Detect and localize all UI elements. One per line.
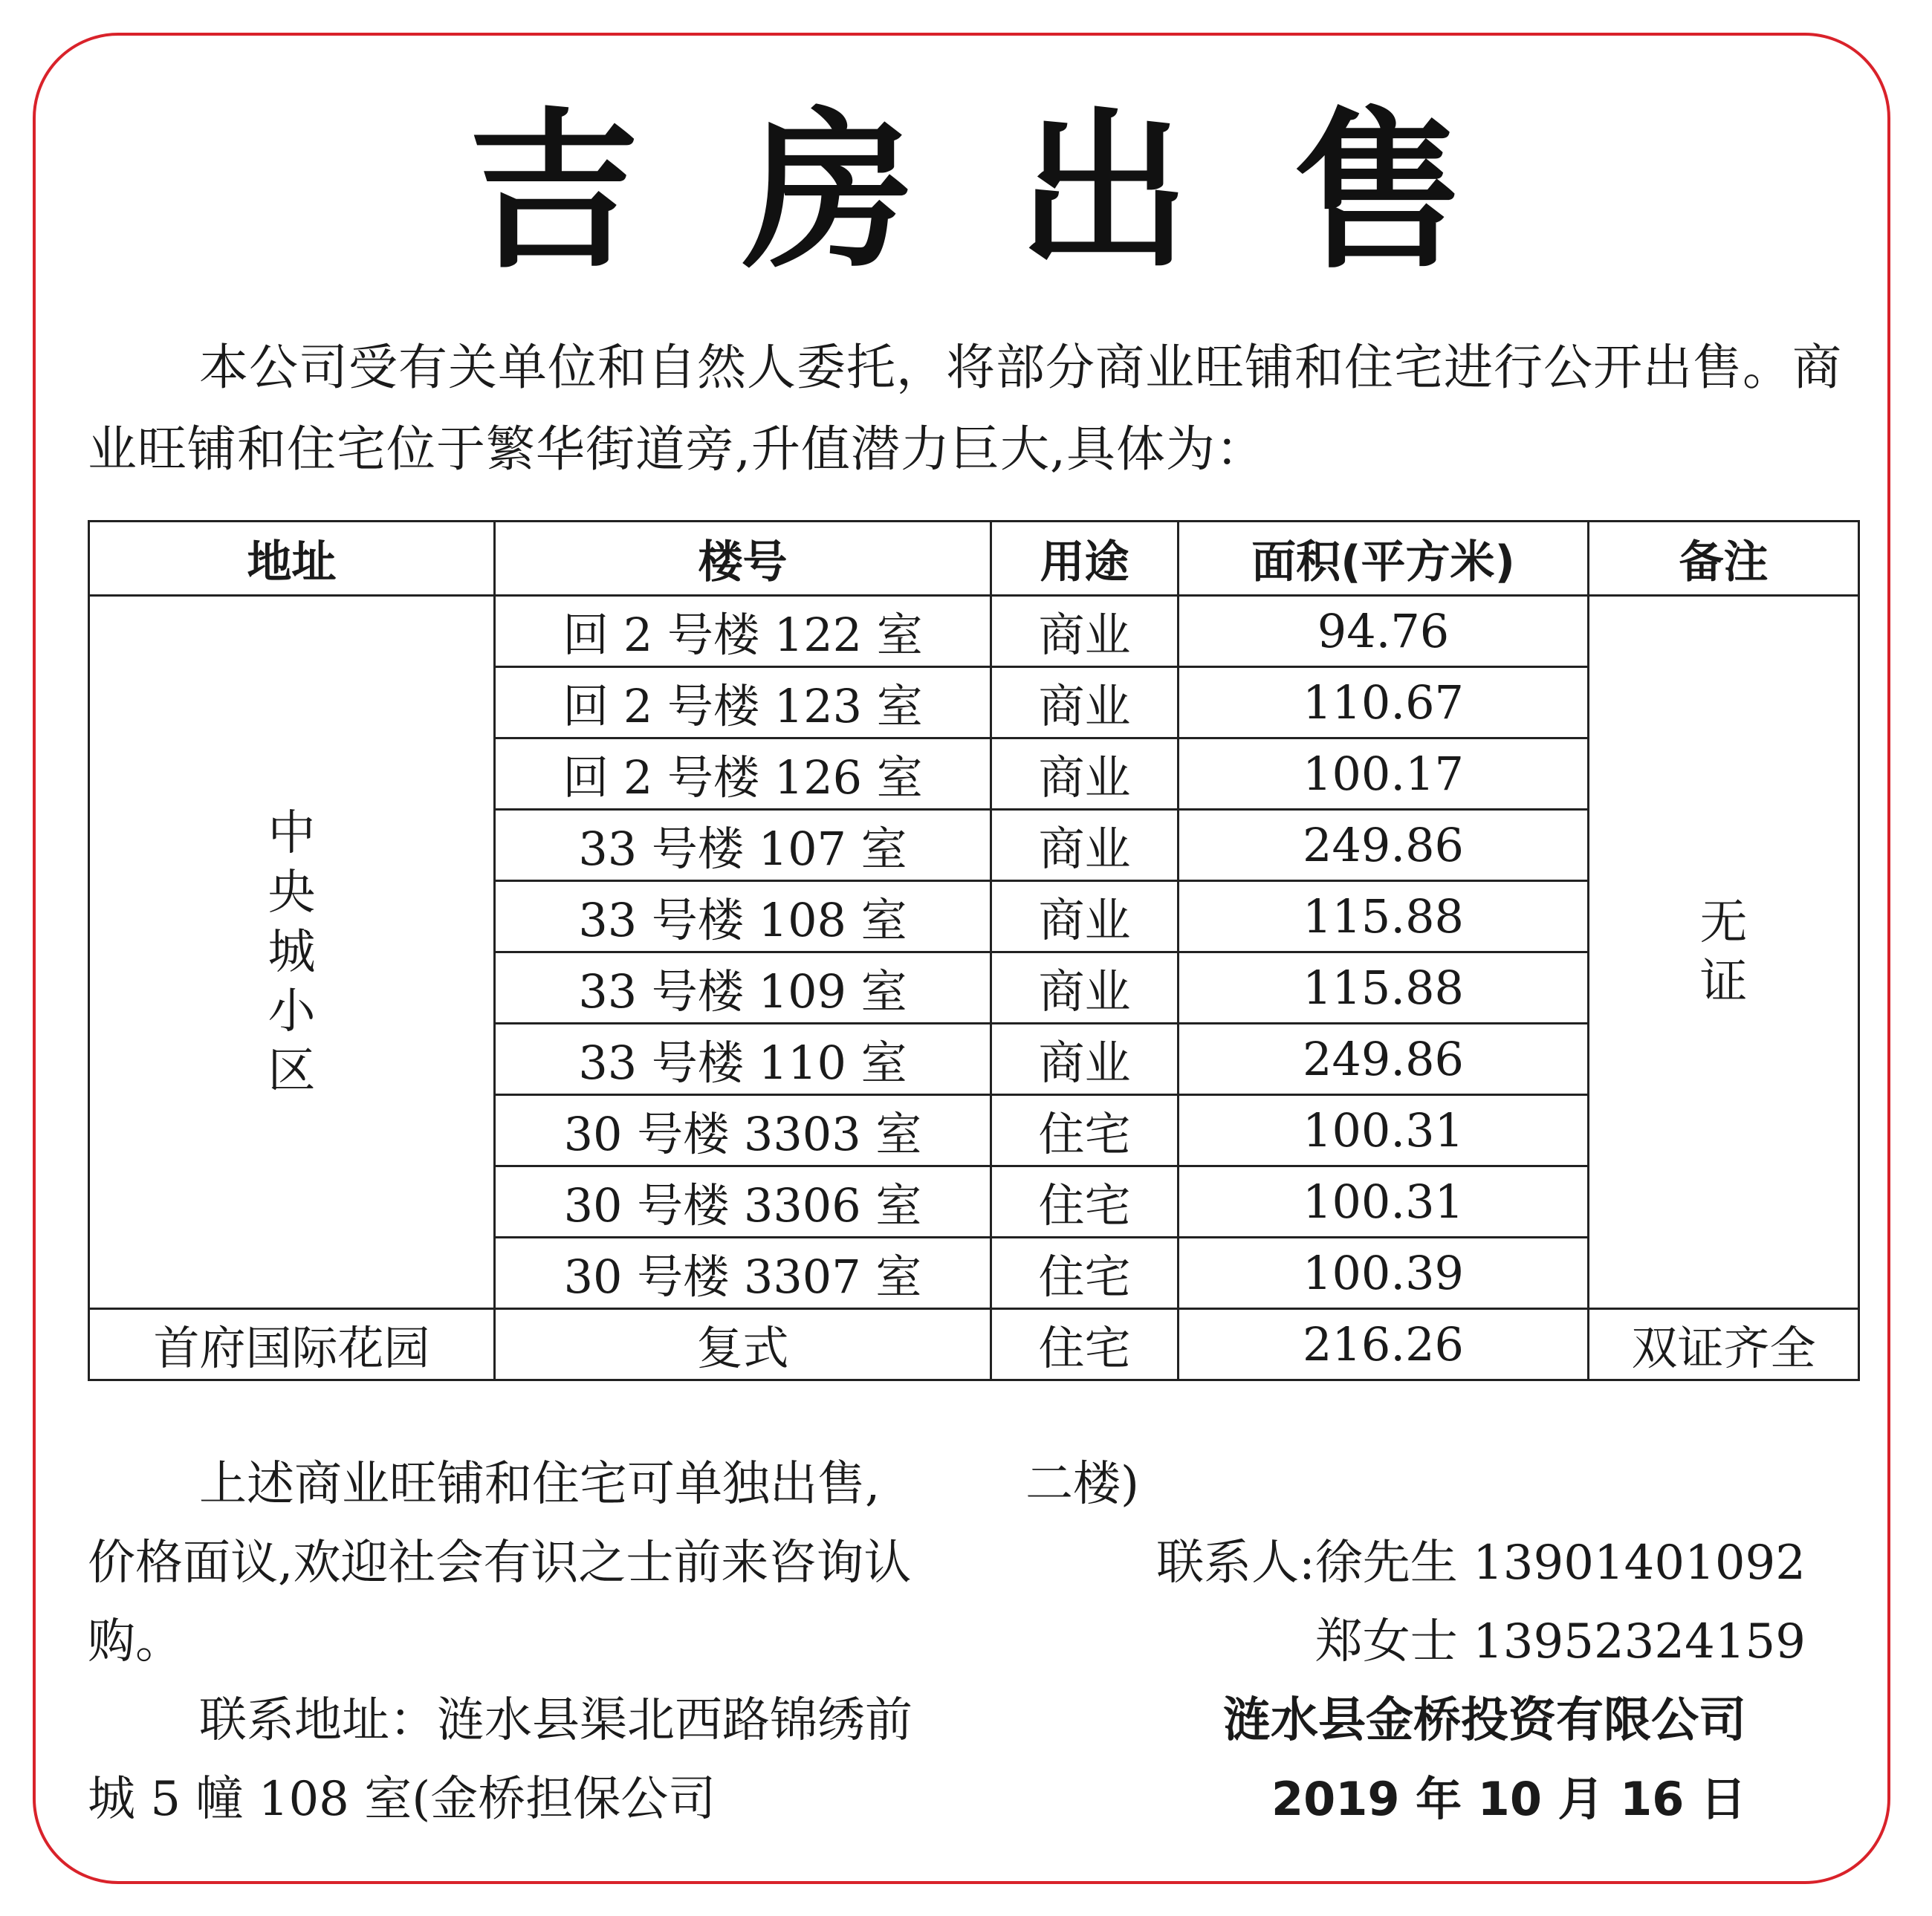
building-cell: 30 号楼 3303 室 — [495, 1095, 991, 1166]
use-cell: 住宅 — [991, 1166, 1179, 1238]
building-cell: 33 号楼 107 室 — [495, 810, 991, 881]
use-cell: 住宅 — [991, 1238, 1179, 1309]
area-cell: 100.31 — [1179, 1095, 1589, 1166]
area-cell: 100.39 — [1179, 1238, 1589, 1309]
publish-date: 2019 年 10 月 16 日 — [1271, 1772, 1746, 1826]
footer-right-column — [1025, 1445, 1821, 1839]
area-cell: 249.86 — [1179, 1024, 1589, 1095]
building-cell: 30 号楼 3307 室 — [495, 1238, 991, 1309]
area-cell: 100.17 — [1179, 738, 1589, 810]
contact-address: 联系地址：涟水县渠北西路锦绣前城 5 幢 108 室(金桥担保公司 — [88, 1693, 912, 1827]
use-cell: 住宅 — [991, 1309, 1179, 1380]
header-use: 用途 — [991, 522, 1179, 596]
building-cell: 33 号楼 108 室 — [495, 881, 991, 952]
address-cell — [89, 596, 495, 1309]
ad-title: 吉房出售 — [468, 94, 1568, 292]
table-row — [89, 1309, 1859, 1380]
header-remark: 备注 — [1589, 522, 1859, 596]
use-cell: 商业 — [991, 810, 1179, 881]
table-header-row — [89, 522, 1859, 596]
area-cell: 216.26 — [1179, 1309, 1589, 1380]
use-cell: 商业 — [991, 952, 1179, 1024]
area-cell: 100.31 — [1179, 1166, 1589, 1238]
remark-cell: 双证齐全 — [1589, 1309, 1859, 1380]
table-row — [89, 596, 1859, 667]
header-area: 面积(平方米) — [1179, 522, 1589, 596]
use-cell: 商业 — [991, 1024, 1179, 1095]
use-cell: 商业 — [991, 596, 1179, 667]
header-address: 地址 — [89, 522, 495, 596]
building-cell: 33 号楼 110 室 — [495, 1024, 991, 1095]
company-name: 涟水县金桥投资有限公司 — [1223, 1693, 1746, 1748]
building-cell: 回 2 号楼 123 室 — [495, 667, 991, 738]
use-cell: 住宅 — [991, 1095, 1179, 1166]
building-cell: 回 2 号楼 122 室 — [495, 596, 991, 667]
area-cell: 94.76 — [1179, 596, 1589, 667]
remark-vertical-text: 无证 — [1699, 894, 1748, 1010]
footer-left-column — [88, 1445, 927, 1839]
area-cell: 115.88 — [1179, 952, 1589, 1024]
building-cell: 33 号楼 109 室 — [495, 952, 991, 1024]
area-cell: 249.86 — [1179, 810, 1589, 881]
address-vertical-text: 中央城小区 — [268, 805, 316, 1099]
area-cell: 115.88 — [1179, 881, 1589, 952]
intro-paragraph: 本公司受有关单位和自然人委托，将部分商业旺铺和住宅进行公开出售。商业旺铺和住宅位于繁华街道旁,升值潜力巨大,具体为： — [88, 339, 1842, 478]
building-cell: 30 号楼 3306 室 — [495, 1166, 991, 1238]
building-cell: 回 2 号楼 126 室 — [495, 738, 991, 810]
property-table — [88, 520, 1860, 1381]
contact-person-2: 郑女士 13952324159 — [1315, 1614, 1806, 1669]
use-cell: 商业 — [991, 881, 1179, 952]
use-cell: 商业 — [991, 738, 1179, 810]
area-cell: 110.67 — [1179, 667, 1589, 738]
use-cell: 商业 — [991, 667, 1179, 738]
contact-person-1: 联系人:徐先生 13901401092 — [1156, 1536, 1806, 1591]
contact-address-continued: 二楼) — [1025, 1457, 1139, 1512]
address-cell: 首府国际花园 — [89, 1309, 495, 1380]
sale-note-paragraph: 上述商业旺铺和住宅可单独出售,价格面议,欢迎社会有识之士前来咨询认购。 — [88, 1457, 912, 1669]
remark-cell — [1589, 596, 1859, 1309]
building-cell: 复式 — [495, 1309, 991, 1380]
header-building: 楼号 — [495, 522, 991, 596]
